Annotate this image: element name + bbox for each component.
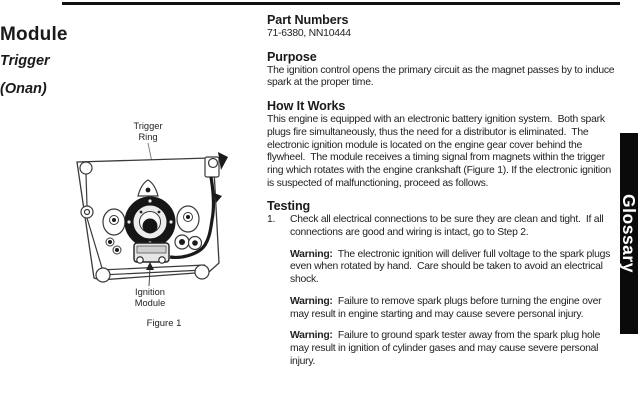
warning-3-label: Warning: [290, 330, 333, 342]
warning-2-label: Warning: [290, 295, 333, 307]
content-column [267, 13, 619, 377]
purpose-heading: Purpose [267, 49, 317, 64]
glossary-tab[interactable] [620, 133, 638, 334]
section-testing [267, 199, 619, 368]
testing-step-1 [267, 214, 619, 239]
warning-1-label: Warning: [290, 248, 333, 260]
how-it-works-heading: How It Works [267, 99, 346, 114]
ignition-module-drawing [134, 243, 169, 263]
warning-3-text: Failure to ground spark tester away from the spark plug hole may result in ignition of cylinder gases and may cause severe personal injury. [290, 330, 603, 367]
page-top-rule [62, 2, 620, 5]
trigger-ring-drawing [127, 199, 172, 244]
ignition-module-label: Ignition Module [134, 287, 166, 308]
section-part-numbers [267, 13, 619, 41]
warning-2-text: Failure to remove spark plugs before turning the engine over may result in engine starting and may cause severe personal injury. [290, 295, 604, 320]
warning-3 [290, 330, 619, 368]
part-numbers-heading: Part Numbers [267, 13, 349, 27]
trigger-ring-label: Trigger Ring [133, 121, 163, 142]
page-subtitle-onan: (Onan) [0, 81, 47, 97]
glossary-tab-label: Glossary [619, 194, 639, 273]
section-how-it-works [267, 99, 619, 190]
how-it-works-body: This engine is equipped with an electronic battery ignition system. Both spark plugs fire simultaneously, thus the need for a distributor is eliminated. The electronic ignition module is located on the engine gear cover behind the flywheel. The module receives a timing signal from magnets within the trigger ring which rotates with the engine crankshaft (Figure 1). If the electronic ignition is suspected of malfunctioning, proceed as follows. [267, 114, 614, 189]
warning-1 [290, 249, 619, 287]
warning-1-text: The electronic ignition will deliver full voltage to the spark plugs even when rotated by hand. Care should be taken to avoid an electrical shock. [290, 248, 613, 286]
page-title: Module [0, 24, 68, 45]
page-subtitle-trigger: Trigger [0, 53, 50, 69]
figure-caption: Figure 1 [146, 318, 182, 329]
warning-2 [290, 296, 619, 321]
testing-heading: Testing [267, 199, 311, 214]
step-text: Check all electrical connections to be sure they are clean and tight. If all connections are good and wiring is intact, go to Step 2. [290, 214, 607, 239]
purpose-body: The ignition control opens the primary circuit as the magnet passes by to induce spark at the proper time. [267, 64, 617, 89]
step-number: 1. [267, 214, 276, 226]
section-purpose [267, 50, 619, 90]
part-numbers-value: 71-6380, NN10444 [267, 28, 351, 39]
